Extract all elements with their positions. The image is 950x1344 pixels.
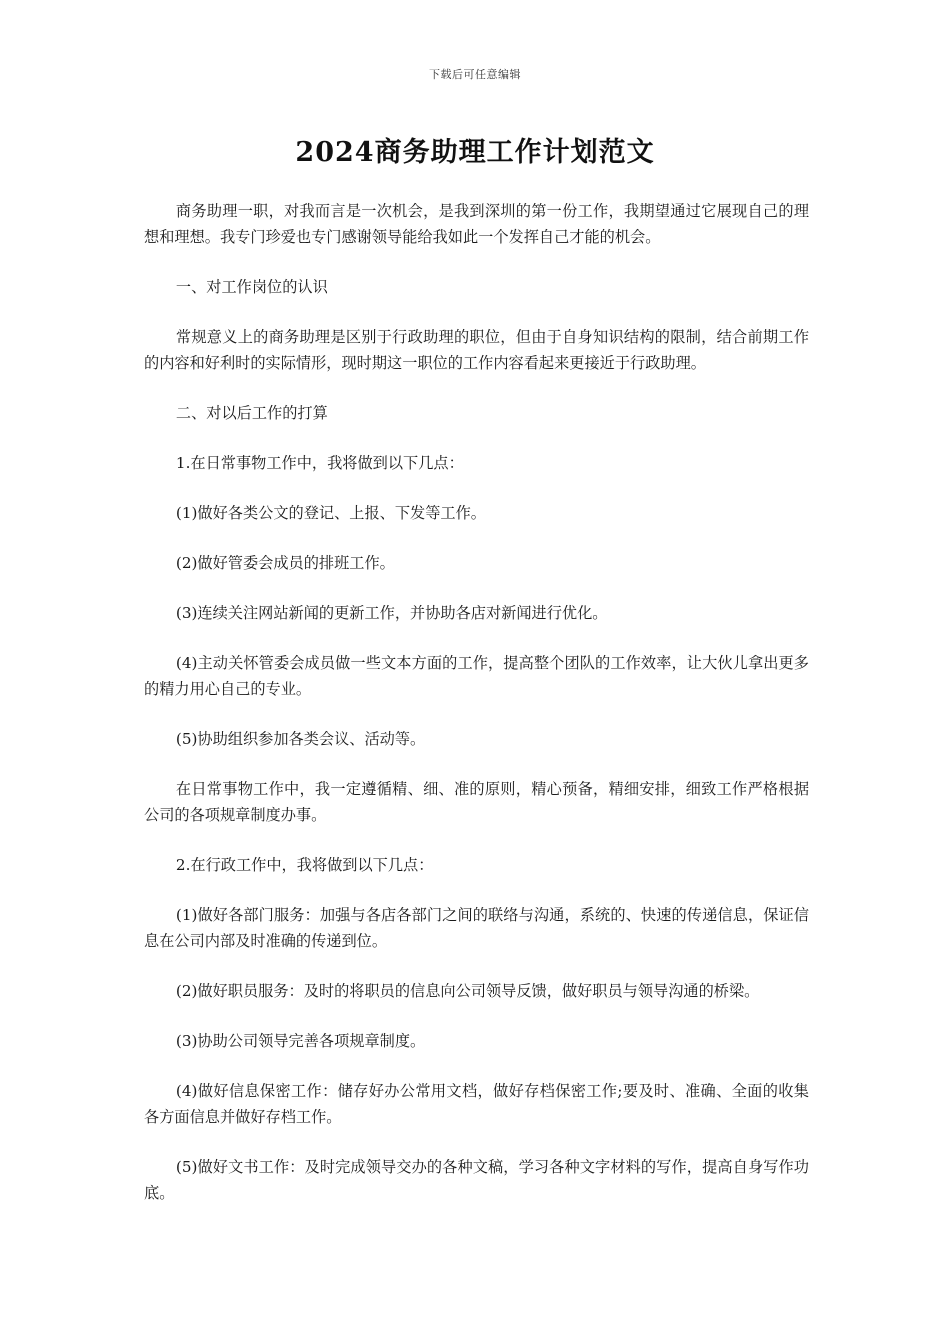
section-heading-2: 二、对以后工作的打算 [175,404,328,422]
list-item: (3)连续关注网站新闻的更新工作，并协助各店对新闻进行优化。 [175,604,608,622]
list-item: (4)做好信息保密工作：储存好办公常用文档，做好存档保密工作;要及时、准确、全面的收集各方面信息并做好存档工作。 [144,1082,809,1126]
paragraph-daily-summary: 在日常事物工作中，我一定遵循精、细、准的原则，精心预备，精细安排，细致工作严格根据公司的各项规章制度办事。 [144,780,809,824]
document-title: 2024商务助理工作计划范文 [295,137,655,168]
subsection-daily: 1.在日常事物工作中，我将做到以下几点： [175,454,464,472]
paragraph-role: 常规意义上的商务助理是区别于行政助理的职位，但由于自身知识结构的限制，结合前期工作的内容和好利时的实际情形，现时期这一职位的工作内容看起来更接近于行政助理。 [144,328,809,372]
paragraph-intro: 商务助理一职，对我而言是一次机会，是我到深圳的第一份工作，我期望通过它展现自己的理想和理想。我专门珍爱也专门感谢领导能给我如此一个发挥自己才能的机会。 [144,202,809,246]
list-item: (3)协助公司领导完善各项规章制度。 [175,1032,426,1050]
subsection-admin: 2.在行政工作中，我将做到以下几点： [175,856,434,874]
list-item: (5)做好文书工作：及时完成领导交办的各种文稿，学习各种文字材料的写作，提高自身写作功底。 [144,1158,809,1202]
list-item: (1)做好各部门服务：加强与各店各部门之间的联络与沟通，系统的、快速的传递信息，保证信息在公司内部及时准确的传递到位。 [144,906,809,950]
list-item: (1)做好各类公文的登记、上报、下发等工作。 [175,504,486,522]
list-item: (4)主动关怀管委会成员做一些文本方面的工作，提高整个团队的工作效率，让大伙儿拿出更多的精力用心自己的专业。 [144,654,809,698]
list-item: (5)协助组织参加各类会议、活动等。 [175,730,426,748]
section-heading-1: 一、对工作岗位的认识 [175,278,328,296]
list-item: (2)做好职员服务：及时的将职员的信息向公司领导反馈，做好职员与领导沟通的桥梁。 [175,982,760,1000]
document-body [144,198,809,1230]
list-item: (2)做好管委会成员的排班工作。 [175,554,395,572]
header-note: 下载后可任意编辑 [429,68,521,81]
